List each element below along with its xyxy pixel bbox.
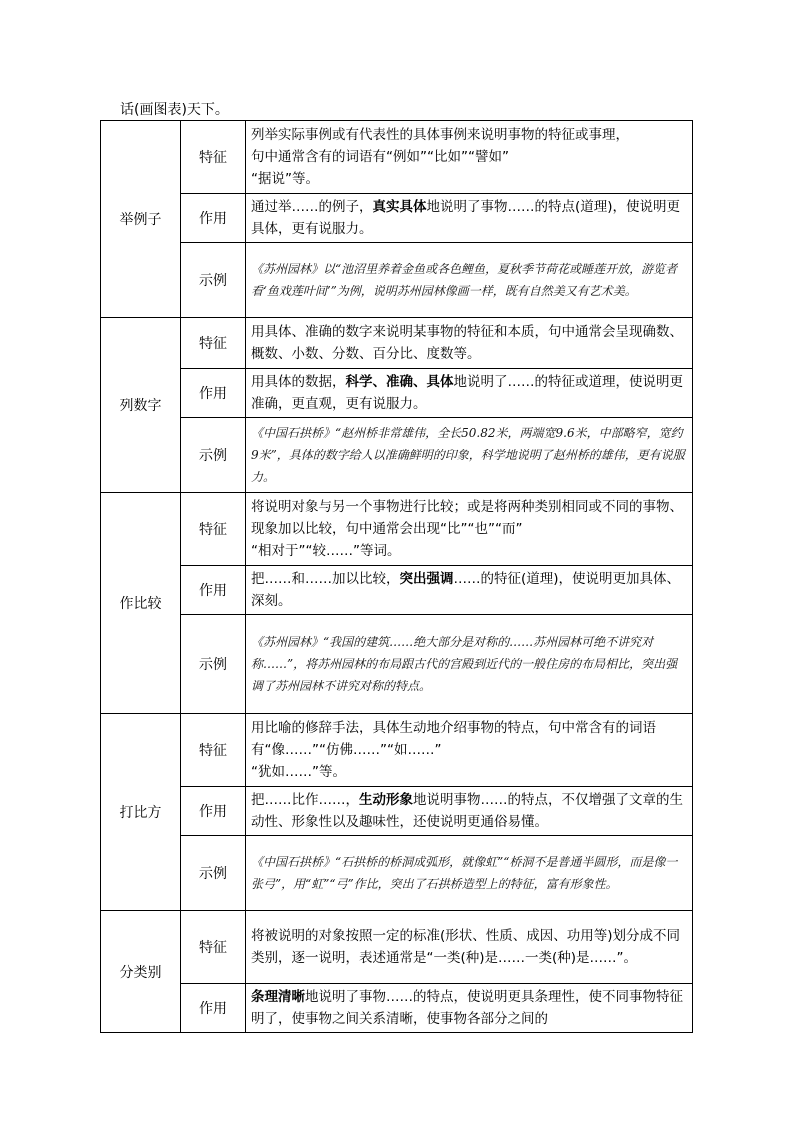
aspect-label: 作用	[181, 566, 246, 615]
explanation-methods-table	[100, 120, 693, 1033]
feature-line: “相对于”“较……”等词。	[251, 543, 401, 559]
effect-post: 地说明事物……的特点，不仅增强了文章的生动性、形象性以及趣味性，还使说明更通俗易懂。	[251, 792, 683, 830]
aspect-label: 示例	[181, 243, 246, 318]
method-name: 打比方	[101, 714, 181, 911]
aspect-label: 特征	[181, 911, 246, 984]
effect-content	[246, 984, 693, 1033]
effect-content	[246, 194, 693, 243]
example-content: 《苏州园林》以“池沼里养着金鱼或各色鲤鱼，夏秋季节荷花或睡莲开放，游览者看‘鱼戏莲叶间’”为例，说明苏州园林像画一样，既有自然美又有艺术美。	[246, 243, 693, 318]
effect-pre: 把……和……加以比较，	[251, 571, 400, 587]
effect-pre: 用具体的数据，	[251, 374, 346, 390]
table-row	[101, 369, 693, 418]
feature-line: 将被说明的对象按照一定的标准(形状、性质、成因、功用等)划分成不同类别，逐一说明，表述通常是“一类(种)是……一类(种)是……”。	[251, 928, 681, 966]
aspect-label: 作用	[181, 194, 246, 243]
aspect-label: 特征	[181, 318, 246, 369]
example-content: 《中国石拱桥》“赵州桥非常雄伟，全长50.82米，两端宽9.6米，中部略窄，宽约9米”，具体的数字给人以准确鲜明的印象，科学地说明了赵州桥的雄伟，更有说服力。	[246, 418, 693, 493]
table-row	[101, 615, 693, 714]
feature-content	[246, 121, 693, 194]
example-content: 《苏州园林》“我国的建筑……绝大部分是对称的……苏州园林可绝不讲究对称……”，将苏州园林的布局跟古代的宫殿到近代的一般住房的布局相比，突出强调了苏州园林不讲究对称的特点。	[246, 615, 693, 714]
example-content: 《中国石拱桥》“石拱桥的桥洞成弧形，就像虹”“桥洞不是普通半圆形，而是像一张弓”，用“虹”“弓”作比，突出了石拱桥造型上的特征，富有形象性。	[246, 836, 693, 911]
effect-emphasis: 生动形象	[359, 792, 413, 808]
table-row	[101, 984, 693, 1033]
aspect-label: 作用	[181, 787, 246, 836]
feature-line: 用具体、准确的数字来说明某事物的特征和本质，句中通常会呈现确数、概数、小数、分数、百分比、度数等。	[251, 324, 683, 362]
table-row	[101, 121, 693, 194]
feature-line: 用比喻的修辞手法，具体生动地介绍事物的特点，句中常含有的词语有“像……”“仿佛……”“如……”	[251, 720, 656, 758]
table-row	[101, 243, 693, 318]
effect-emphasis: 条理清晰	[251, 989, 305, 1005]
table-row	[101, 566, 693, 615]
method-name: 列数字	[101, 318, 181, 493]
effect-post: ……的特征(道理)，使说明更加具体、深刻。	[251, 571, 681, 609]
effect-pre: 通过举……的例子，	[251, 199, 373, 215]
table-row	[101, 836, 693, 911]
aspect-label: 示例	[181, 418, 246, 493]
method-name: 作比较	[101, 493, 181, 714]
effect-content	[246, 369, 693, 418]
table-row	[101, 787, 693, 836]
feature-line: “犹如……”等。	[251, 764, 346, 780]
feature-line: “据说”等。	[251, 171, 319, 187]
effect-emphasis: 突出强调	[399, 571, 454, 587]
effect-emphasis: 科学、准确、具体	[345, 374, 454, 390]
feature-line: 句中通常含有的词语有“例如”“比如”“譬如”	[251, 149, 509, 165]
feature-line: 将说明对象与另一个事物进行比较；或是将两种类别相同或不同的事物、现象加以比较，句中通常会出现“比”“也”“而”	[251, 499, 683, 537]
effect-post: 地说明了事物……的特点，使说明更具条理性，使不同事物特征明了，使事物之间关系清晰，使事物各部分之间的	[251, 989, 683, 1027]
aspect-label: 特征	[181, 714, 246, 787]
aspect-label: 作用	[181, 984, 246, 1033]
aspect-label: 作用	[181, 369, 246, 418]
effect-emphasis: 真实具体	[372, 199, 427, 215]
feature-line: 列举实际事例或有代表性的具体事例来说明事物的特征或事理，	[251, 127, 629, 143]
table-row	[101, 418, 693, 493]
table-row	[101, 493, 693, 566]
intro-text: 话(画图表)天下。	[120, 102, 229, 118]
feature-content	[246, 911, 693, 984]
table-row	[101, 911, 693, 984]
effect-pre: 把……比作……，	[251, 792, 359, 808]
aspect-label: 示例	[181, 836, 246, 911]
method-name: 分类别	[101, 911, 181, 1033]
method-name: 举例子	[101, 121, 181, 318]
effect-post: 地说明了……的特征或道理，使说明更准确，更直观，更有说服力。	[251, 374, 683, 412]
aspect-label: 特征	[181, 493, 246, 566]
aspect-label: 特征	[181, 121, 246, 194]
feature-content	[246, 318, 693, 369]
effect-content	[246, 566, 693, 615]
feature-content	[246, 714, 693, 787]
table-row	[101, 194, 693, 243]
table-row	[101, 318, 693, 369]
table-row	[101, 714, 693, 787]
feature-content	[246, 493, 693, 566]
effect-content	[246, 787, 693, 836]
aspect-label: 示例	[181, 615, 246, 714]
effect-post: 地说明了事物……的特点(道理)，使说明更具体，更有说服力。	[251, 199, 681, 237]
